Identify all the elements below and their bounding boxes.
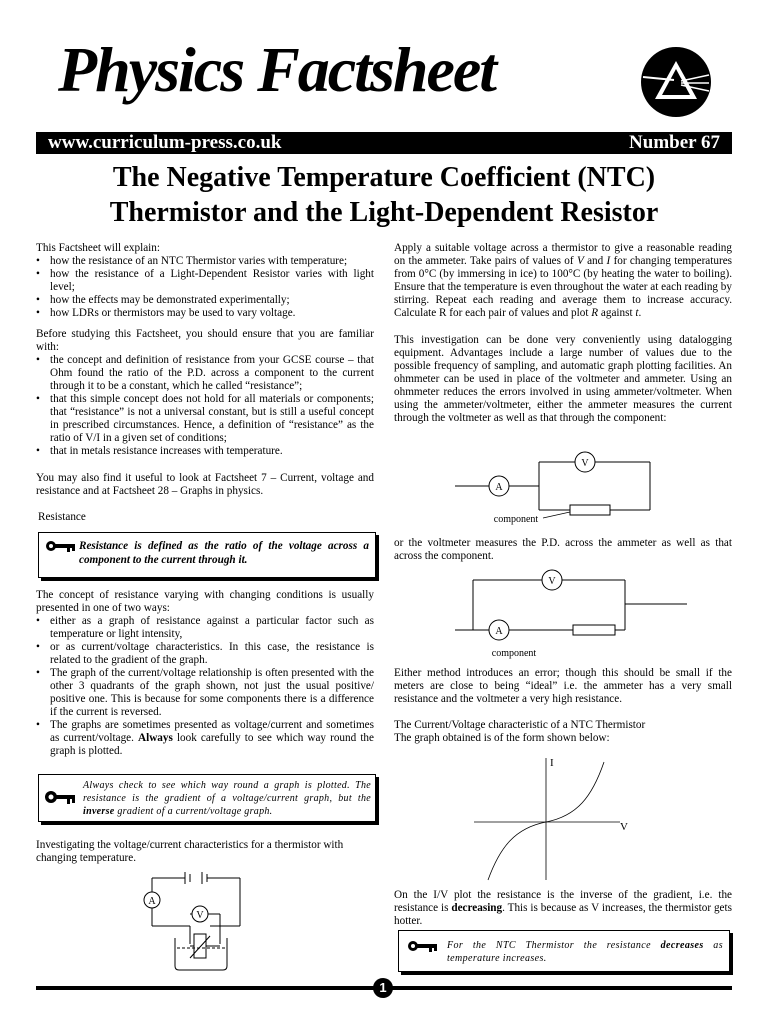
list-item (36, 719, 374, 758)
explain-list (36, 255, 374, 320)
iv-intro: The graph obtained is of the form shown below: (394, 732, 610, 744)
symbol: I (606, 255, 611, 267)
voltmeter-label: V (196, 910, 204, 921)
graph-v-label: V (620, 821, 628, 833)
callout-gradient-text (83, 779, 371, 818)
text-part: for changing temperatures from 0°C (by immersing in ice) to 100°C (by heating the water to boiling). Ensure that the temperature is even throughout the water at each reading by stirring. Repeat each reading and average them to increase accuracy. Calculate R for each pair of values and plot (394, 255, 733, 319)
before-text: Before studying this Factsheet, you should ensure that you are familiar with: (36, 328, 374, 353)
text-part: and (583, 255, 607, 267)
list-item: • The graph of the current/voltage relationship is often presented with the other 3 quadrants of the graph shown, not just the usual positive/ positive one. This is because for some components there is a difference if the current is reversed. (36, 667, 374, 719)
component-label: component (493, 514, 539, 525)
masthead-title: Physics Factsheet (58, 34, 496, 105)
concept-text: The concept of resistance varying with changing conditions is usually presented in one of two ways: (36, 589, 374, 614)
symbol: V (576, 255, 584, 267)
symbol: t (635, 307, 639, 319)
iv-graph (470, 752, 640, 882)
intro-text: This Factsheet will explain: (36, 242, 160, 254)
issue-number: Number 67 (629, 132, 720, 153)
text-part: . This is because as V increases, the thermistor gets hotter. (394, 902, 732, 927)
voltmeter-label: V (581, 458, 589, 469)
title-line-2: Thermistor and the Light-Dependent Resistor (109, 197, 659, 228)
list-item-part: look carefully to see which way round the graph is plotted. (50, 732, 374, 757)
voltmeter-text: or the voltmeter measures the P.D. across the ammeter as well as that across the component. (394, 537, 732, 562)
callout-text-part: For the NTC Thermistor the resistance (447, 940, 661, 951)
concept-list (36, 615, 374, 758)
circuit-diagram-2 (455, 568, 695, 660)
list-item: • that in metals resistance increases with temperature. (36, 445, 374, 458)
text-part: On the I/V plot the resistance is the inverse of the gradient, i.e. the resistance is (394, 889, 732, 914)
emphasis: decreases (660, 940, 704, 951)
emphasis: Always (138, 732, 173, 744)
concept-block (36, 589, 374, 766)
component-label: component (491, 648, 537, 659)
ammeter-label: A (495, 482, 503, 493)
left-column (36, 242, 374, 506)
familiar-list (36, 354, 374, 458)
right-column-top (394, 242, 732, 433)
circuit-diagram-1 (455, 448, 695, 528)
list-item: • how LDRs or thermistors may be used to vary voltage. (36, 307, 374, 320)
callout-text-part: gradient of a current/voltage graph. (114, 806, 273, 817)
list-item: • that this simple concept does not hold for all materials or components; that “resistance” is not a universal constant, but is still a useful concept in prescribed circumstances. Hence, a definition of “resistance” as the ratio of V/I in a given set of conditions; (36, 393, 374, 445)
thermistor-circuit-diagram (130, 866, 270, 974)
logo-icon (641, 47, 711, 117)
page-title (36, 160, 732, 230)
emphasis: decreasing (451, 902, 503, 914)
symbol: R (591, 307, 599, 319)
list-item: • how the resistance of an NTC Thermistor varies with temperature; (36, 255, 374, 268)
callout-definition-text: Resistance is defined as the ratio of the voltage across a component to the current through it. (79, 540, 369, 566)
page-number: 1 (373, 978, 393, 998)
ammeter-label: A (148, 896, 156, 907)
text-part: against (598, 307, 636, 319)
error-text: Either method introduces an error; though this should be small if the meters are close to being “ideal” i.e. the ammeter has a very small resistance and the voltmeter a very high resistance. (394, 667, 732, 705)
iv-heading: The Current/Voltage characteristic of a NTC Thermistor (394, 719, 646, 731)
key-icon (43, 785, 77, 813)
text-part: Apply a suitable voltage across a thermistor to give a reasonable reading on the ammeter. Take pairs of values of (394, 242, 732, 267)
resistance-inverse-text (394, 889, 732, 928)
key-icon (45, 539, 77, 553)
callout-gradient (38, 774, 376, 822)
header-bar (36, 132, 732, 154)
list-item: • either as a graph of resistance against a particular factor such as temperature or light intensity, (36, 615, 374, 641)
list-item-part: The graphs are sometimes presented as voltage/current and sometimes as current/voltage. (50, 719, 374, 744)
callout-ntc-text (447, 939, 723, 965)
key-icon (407, 939, 439, 953)
also-text: You may also find it useful to look at Factsheet 7 – Current, voltage and resistance and at Factsheet 28 – Graphs in physics. (36, 472, 374, 497)
graph-i-label: I (550, 757, 554, 769)
datalogging-text: This investigation can be done very conveniently using datalogging equipment. Advantages include a large number of values due to the possible frequency of sampling, and automatic graph plotting facilities. An ohmmeter can be used in place of the voltmeter and ammeter. Using an ohmmeter reduces the errors involved in using ammeter/voltmeter. When using the ammeter/voltmeter, either the ammeter measures the current through the voltmeter as well as that through the component: (394, 334, 732, 424)
callout-text-part: Always check to see which way round a graph is plotted. The resistance is the gradient of a voltage/current graph, but the (83, 780, 371, 804)
list-item: • the concept and definition of resistance from your GCSE course – that Ohm found the ratio of the P.D. across a component to the current through it to be a constant, which he called “resistance”; (36, 354, 374, 393)
procedure-text (394, 242, 732, 320)
callout-text-part: as temperature increases. (447, 940, 723, 964)
voltmeter-label: V (548, 576, 556, 587)
ammeter-label: A (495, 626, 503, 637)
list-item: • or as current/voltage characteristics. In this case, the resistance is related to the gradient of the graph. (36, 641, 374, 667)
investigating-heading: Investigating the voltage/current characteristics for a thermistor with changing temperature. (36, 839, 344, 864)
list-item: • how the effects may be demonstrated experimentally; (36, 294, 374, 307)
callout-ntc (398, 930, 730, 972)
website-url[interactable]: www.curriculum-press.co.uk (48, 132, 282, 153)
resistance-heading: Resistance (38, 511, 86, 523)
text-part: . (638, 307, 642, 319)
title-line-1: The Negative Temperature Coefficient (NTC) (112, 162, 656, 193)
list-item: • how the resistance of a Light-Dependent Resistor varies with light level; (36, 268, 374, 294)
emphasis: inverse (83, 806, 115, 817)
callout-definition (38, 532, 376, 578)
